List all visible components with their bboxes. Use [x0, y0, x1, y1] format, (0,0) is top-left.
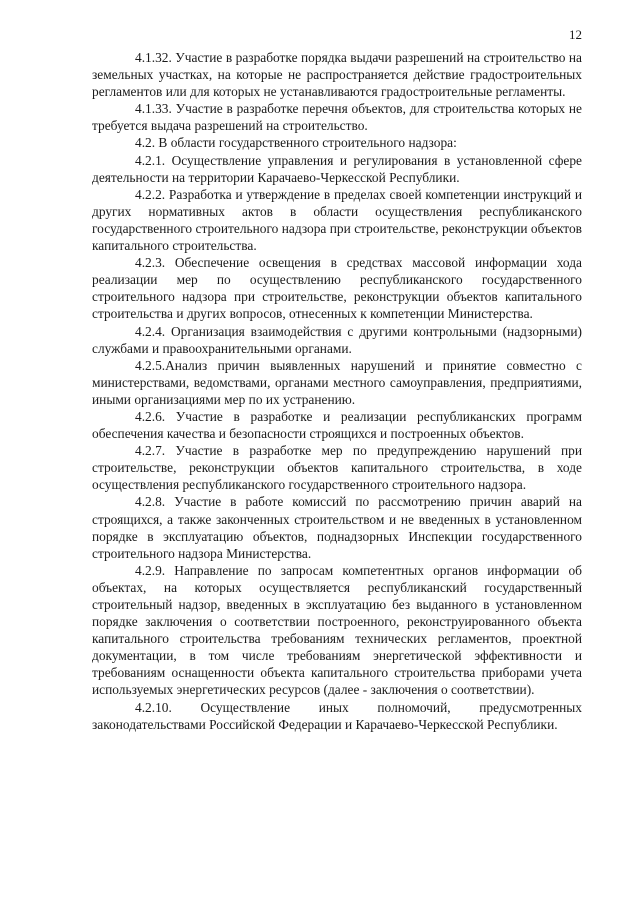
paragraph-4-2-2: 4.2.2. Разработка и утверждение в пределах своей компетенции инструкций и других нормативных актов в области осуществления республиканского государственного строительного надзора при строительстве, реконструкции объектов капитального строительства. — [92, 186, 582, 254]
paragraph-4-2-6: 4.2.6. Участие в разработке и реализации республиканских программ обеспечения качества и безопасности строящихся и построенных объектов. — [92, 408, 582, 442]
paragraph-4-2-8: 4.2.8. Участие в работе комиссий по рассмотрению причин аварий на строящихся, а также законченных строительством и не введенных в установленном порядке в эксплуатацию объектов, поднадзорных Инспекции государственного строительного надзора Министерства. — [92, 494, 582, 561]
paragraph-4-2-1: 4.2.1. Осуществление управления и регулирования в установленной сфере деятельности на территории Карачаево-Черкесской Республики. — [92, 152, 582, 185]
paragraph-4-2-9: 4.2.9. Направление по запросам компетентных органов информации об объектах, на которых осуществляется республиканский государственный строительный надзор, введенных в эксплуатацию без выданного в установленном порядке заключения о соответствии построенного, реконструированного объекта капитального строительства требованиям технических регламентов, проектной документации, в том числе требованиям энергетической эффективности и требованиям оснащенности объекта капитального строительства приборами учета используемых энергетических ресурсов (далее - заключения о соответствии). — [92, 562, 582, 698]
document-body — [92, 49, 582, 733]
paragraph-4-2-10: 4.2.10. Осуществление иных полномочий, предусмотренных законодательствами Российской Федерации и Карачаево-Черкесской Республики. — [92, 699, 582, 732]
paragraph-4-2-4: 4.2.4. Организация взаимодействия с другими контрольными (надзорными) службами и правоохранительными органами. — [92, 323, 582, 356]
paragraph-4-1-32: 4.1.32. Участие в разработке порядка выдачи разрешений на строительство на земельных участках, на которые не распространяется действие градостроительных регламентов или для которых не устанавливаются градостроительные регламенты. — [92, 50, 582, 100]
paragraph-4-2-3: 4.2.3. Обеспечение освещения в средствах массовой информации хода реализации мер по осуществлению республиканского государственного строительного надзора при строительстве, реконструкции объектов капитального строительства и других вопросов, отнесенных к компетенции Министерства. — [92, 255, 582, 322]
page-number: 12 — [569, 27, 582, 42]
paragraph-4-2-7: 4.2.7. Участие в разработке мер по предупреждению нарушений при строительстве, реконструкции объектов капитального строительства, в ходе осуществления республиканского государственного строительного надзора. — [92, 443, 582, 493]
paragraph-4-1-33: 4.1.33. Участие в разработке перечня объектов, для строительства которых не требуется выдача разрешений на строительство. — [92, 101, 582, 134]
paragraph-4-2-5: 4.2.5.Анализ причин выявленных нарушений и принятие совместно с министерствами, ведомствами, органами местного самоуправления, предприятиями, иными организациями мер по их устранению. — [92, 357, 582, 407]
section-heading-4-2: 4.2. В области государственного строительного надзора: — [135, 135, 457, 151]
